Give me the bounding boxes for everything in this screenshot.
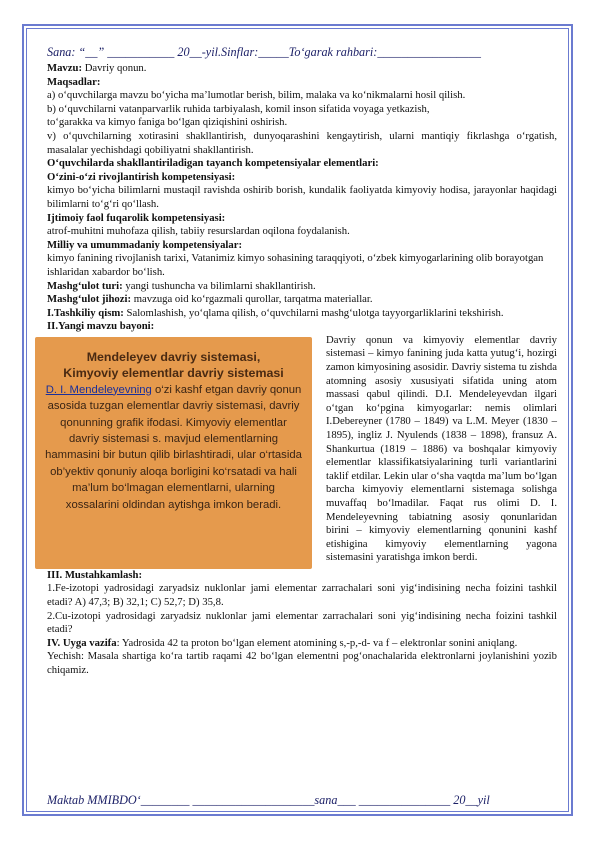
competency-2-text: atrof-muhitni muhofaza qilish, tabiiy resurslardan oqilona foydalanish.: [47, 225, 350, 238]
page-footer: Maktab MMIBDO‘________ ____________________sana___ _______________ 20__yil: [47, 793, 490, 807]
homework-label: IV. Uyga vazifa: [47, 636, 117, 649]
homework-text: : Yadrosida 42 ta proton bo‘lgan element atomining s,-p,-d- va f – elektronlar sonini aniqlang.: [116, 636, 518, 649]
competency-1-label: O‘zini-o‘zi rivojlantirish kompetensiyasi:: [47, 170, 236, 183]
competency-3-label: Milliy va umummadaniy kompetensiyalar:: [47, 238, 243, 251]
competency-1-text: kimyo bo‘yicha bilimlarni mustaqil ravishda oshirib borish, kundalik faoliyatda kimyoviy hodisa, jarayonlar haqidagi bilimlarni to‘g‘ri qo‘llash.: [47, 184, 557, 210]
page-header: Sana: “__” ___________ 20__-yil.Sinflar:_____To‘garak rahbari:_________________: [47, 45, 481, 59]
lesson-type: [47, 280, 557, 294]
reinforcement-label: III. Mustahkamlash:: [47, 568, 143, 581]
organizational-part: [47, 307, 557, 321]
info-box-title-2: Kimyoviy elementlar davriy sistemasi: [63, 366, 284, 381]
competencies-heading: [47, 157, 557, 171]
question-2: 2.Cu-izotopi yadrosidagi zaryadsiz nuklonlar jami elementar zarrachalari soni yig‘indisining necha foizini tashkil etadi?: [47, 609, 557, 636]
lesson-type-label: Mashg‘ulot turi:: [47, 279, 123, 292]
mendeleyev-link[interactable]: D. I. Mendeleyevning: [45, 383, 152, 396]
goal-v: v) o‘quvchilarning xotirasini shakllantirish, dunyoqarashini kengaytirish, ularni mantiqiy fikrlashga o‘rgatish, masalalar yechishdagi qobiliyatni shakllantirish.: [47, 129, 557, 156]
competencies-title: O‘quvchilarda shakllantiriladigan tayanch kompetensiyalar elementlari:: [47, 157, 379, 170]
new-topic-text: Davriy qonun va kimyoviy elementlar davriy sistemasi – kimyo fanining juda katta yutug‘i, hozirgi zamon kimyosining asosidir. Davriy sistema tu zishda atomning asosiy xususiyati sifatida uning atom massasi qabul qilindi. D.I. Mendeleyevdan ilgari o‘tgan ko‘pgina kimyogarlar: nemis olimlari I.Debereyner (1780 – 1849) va L.M. Meyer (1830 – 1895), ingliz J. Nyulends (1838 – 1898), fransuz A. Shankurtua (1819 – 1886) va boshqalar kimyoviy elementlar klassifikatsiyalarining turli variantlarini taklif etdilar. Lekin ular o‘sha vaqtda ma’lum bo‘lgan barcha kimyoviy elementlarni sistemaga solishga muvaffaq bo‘lmadilar. Faqat rus olimi D. I. Mendeleyevning tabiatning asosiy qonunlaridan birini – kimyoviy elementlarning qonunini kashf etishigina kimyoviy elementlarning yagona sistemasini yaratishga imkon berdi.: [326, 333, 557, 564]
competency-3-text: kimyo fanining rivojlanish tarixi, Vatanimiz kimyo sohasining taraqqiyoti, o‘zbek kimyogarlarining olib borayotgan ishlaridan xabardor bo‘lish.: [47, 252, 544, 278]
goal-b-1: b) o‘quvchilarni vatanparvarlik ruhida tarbiyalash, komil inson sifatida voyaga yetkazish,: [47, 102, 430, 115]
periodic-table-info-box: [35, 337, 312, 569]
info-box-content: [45, 349, 302, 559]
homework: [47, 637, 557, 651]
competency-2-label: Ijtimoiy faol fuqarolik kompetensiyasi:: [47, 211, 226, 224]
goal-a: a) o‘quvchilarga mavzu bo‘yicha ma’lumotlar berish, bilim, malaka va ko‘nikmalarni hosil qilish.: [47, 89, 466, 102]
solution: Yechish: Masala shartiga ko‘ra tartib raqami 42 bo‘lgan elementni pog‘onachalarida elektronlarni joylanishini yozib chiqamiz.: [47, 650, 557, 677]
document-body: [47, 62, 557, 678]
goal-b-2: to‘garakka va kimyo faniga bo‘lgan qiziqishini oshirish.: [47, 116, 288, 129]
info-box-text: [45, 382, 302, 513]
lesson-type-text: yangi tushuncha va bilimlarni shakllantirish.: [122, 279, 316, 292]
lesson-equipment: [47, 293, 557, 307]
lesson-equipment-text: mavzuga oid ko‘rgazmali qurollar, tarqatma materiallar.: [131, 293, 373, 306]
new-topic-heading: [47, 320, 557, 334]
goals-label: Maqsadlar:: [47, 75, 101, 88]
organizational-label: I.Tashkiliy qism:: [47, 306, 124, 319]
topic-text: Davriy qonun.: [82, 62, 147, 74]
new-topic-label: II.Yangi mavzu bayoni:: [47, 320, 155, 333]
competency-3-heading: [47, 239, 557, 253]
goals-heading: [47, 76, 557, 90]
competency-2-heading: [47, 212, 557, 226]
organizational-text: Salomlashish, yo‘qlama qilish, o‘quvchilarni mashg‘ulotga tayyorgarliklarini tekshirish.: [123, 306, 504, 319]
lesson-equipment-label: Mashg‘ulot jihozi:: [47, 293, 132, 306]
topic-line: [47, 62, 557, 76]
reinforcement-heading: [47, 569, 557, 583]
competency-1-heading: [47, 171, 557, 185]
question-1: 1.Fe-izotopi yadrosidagi zaryadsiz nuklonlar jami elementar zarrachalari soni yig‘indisining necha foizini tashkil etadi? A) 47,3; B) 32,1; C) 52,7; D) 35,8.: [47, 582, 557, 609]
info-box-body: o‘zi kashf etgan davriy qonun asosida tuzgan elementlar davriy sistemasi, davriy qonunning grafik ifodasi. Kimyoviy elementlar davriy sistemasi s. mavjud elementlarning hammasini bir butun qilib birlashtiradi, ular o‘rtasida ob’yektiv qonuniy aloqa borligini ko‘rsatadi va hali ma’lum bo‘lmagan elementlarni, ularning xossalarini oldindan aytishga imkon beradi.: [45, 383, 302, 511]
topic-label: Mavzu:: [47, 62, 83, 74]
info-box-title-1: Mendeleyev davriy sistemasi,: [86, 349, 261, 364]
